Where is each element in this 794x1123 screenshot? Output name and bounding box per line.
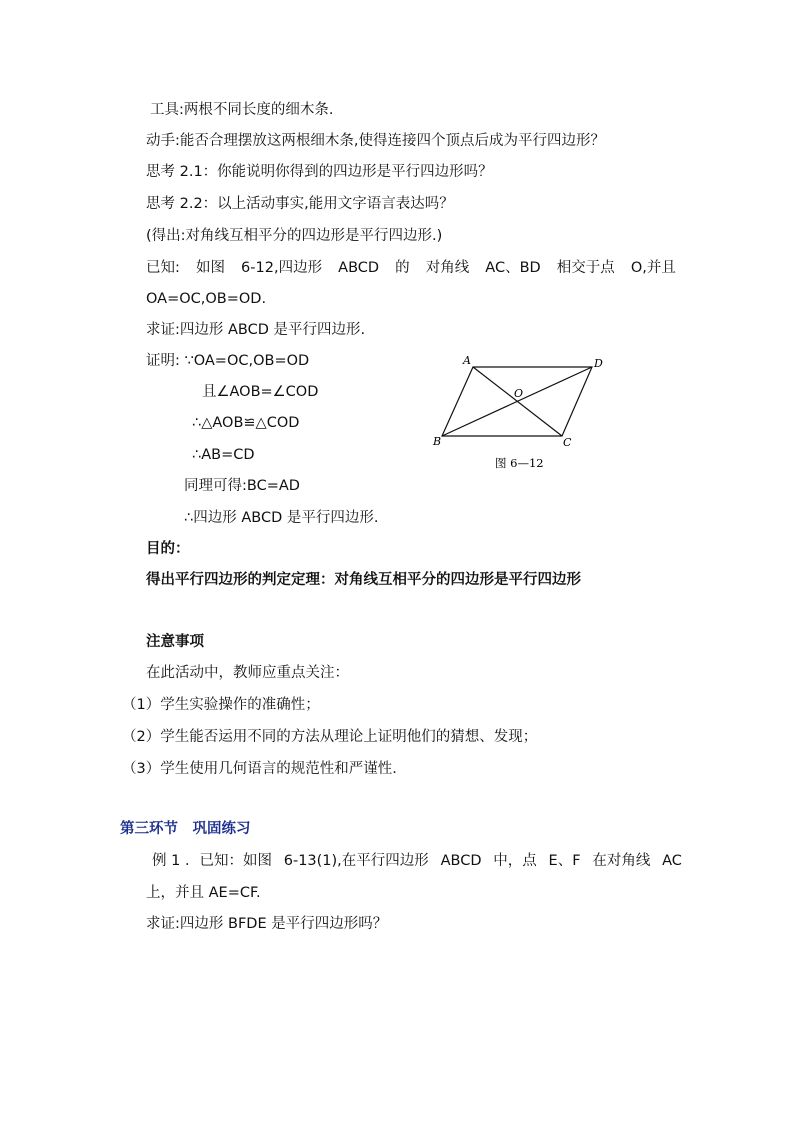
given-token: 的 (395, 260, 410, 276)
example-token: 中，点 (493, 853, 537, 869)
notes-item: （2）学生能否运用不同的方法从理论上证明他们的猜想、发现； (122, 729, 538, 745)
section-heading: 第三环节 巩固练习 (120, 821, 251, 837)
given-token: 对角线 (425, 260, 470, 276)
diagonal-bd (442, 367, 592, 436)
example-token: 例 1 ．已知：如图 (152, 853, 272, 869)
think-2-2-line: 思考 2.2：以上活动事实,能用文字语言表达吗？ (146, 196, 454, 212)
example-token: 6-13(1),在平行四边形 (283, 853, 429, 869)
example-token: AC (662, 853, 682, 869)
think-2-1-line: 思考 2.1：你能说明你得到的四边形是平行四边形吗？ (146, 164, 493, 180)
vertex-label-c: C (563, 436, 572, 449)
example-token: E、F (548, 853, 581, 869)
figure-caption: 图 6—12 (495, 456, 544, 470)
given-token: AC、BD (485, 260, 541, 276)
given-token: 如图 (195, 260, 225, 276)
proof-step-3: ∴AB=CD (192, 447, 255, 463)
given-token: 相交于点 (556, 260, 615, 276)
vertex-label-b: B (433, 435, 442, 448)
example-line (152, 851, 682, 871)
given-line-2: OA=OC,OB=OD. (146, 291, 267, 307)
hands-on-line: 动手:能否合理摆放这两根细木条,使得连接四个顶点后成为平行四边形？ (146, 133, 605, 149)
notes-item: （1）学生实验操作的准确性； (122, 697, 320, 713)
notes-intro: 在此活动中，教师应重点关注： (146, 665, 349, 681)
tools-line: 工具:两根不同长度的细木条. (150, 102, 334, 118)
example-token: 在对角线 (592, 853, 651, 869)
proof-step-4: 同理可得:BC=AD (184, 478, 300, 494)
given-token: 已知: (146, 260, 180, 276)
example-line-2: 上，并且 AE=CF. (146, 885, 261, 901)
parallelogram-figure (425, 350, 615, 475)
vertex-label-d: D (594, 357, 603, 370)
vertex-label-a: A (463, 354, 471, 367)
proof-step-1: 且∠AOB=∠COD (202, 384, 319, 400)
purpose-text: 得出平行四边形的判定定理：对角线互相平分的四边形是平行四边形 (146, 572, 581, 588)
notes-heading: 注意事项 (146, 634, 204, 650)
notes-item: （3）学生使用几何语言的规范性和严谨性. (122, 761, 397, 777)
given-line (146, 258, 676, 278)
given-token: 6-12,四边形 (241, 260, 323, 276)
proof-step-2: ∴△AOB≌△COD (192, 415, 300, 431)
center-label-o: O (514, 387, 524, 400)
prove-line: 求证:四边形 ABCD 是平行四边形. (146, 322, 366, 338)
proof-label: 证明: ∵OA=OC,OB=OD (146, 353, 310, 369)
example-question: 求证:四边形 BFDE 是平行四边形吗？ (146, 916, 388, 932)
purpose-heading: 目的： (146, 541, 190, 557)
given-token: ABCD (338, 260, 380, 276)
proof-step-5: ∴四边形 ABCD 是平行四边形. (184, 510, 379, 526)
given-token: O,并且 (630, 260, 676, 276)
conclusion-line: (得出:对角线互相平分的四边形是平行四边形.) (146, 228, 443, 244)
example-token: ABCD (440, 853, 482, 869)
